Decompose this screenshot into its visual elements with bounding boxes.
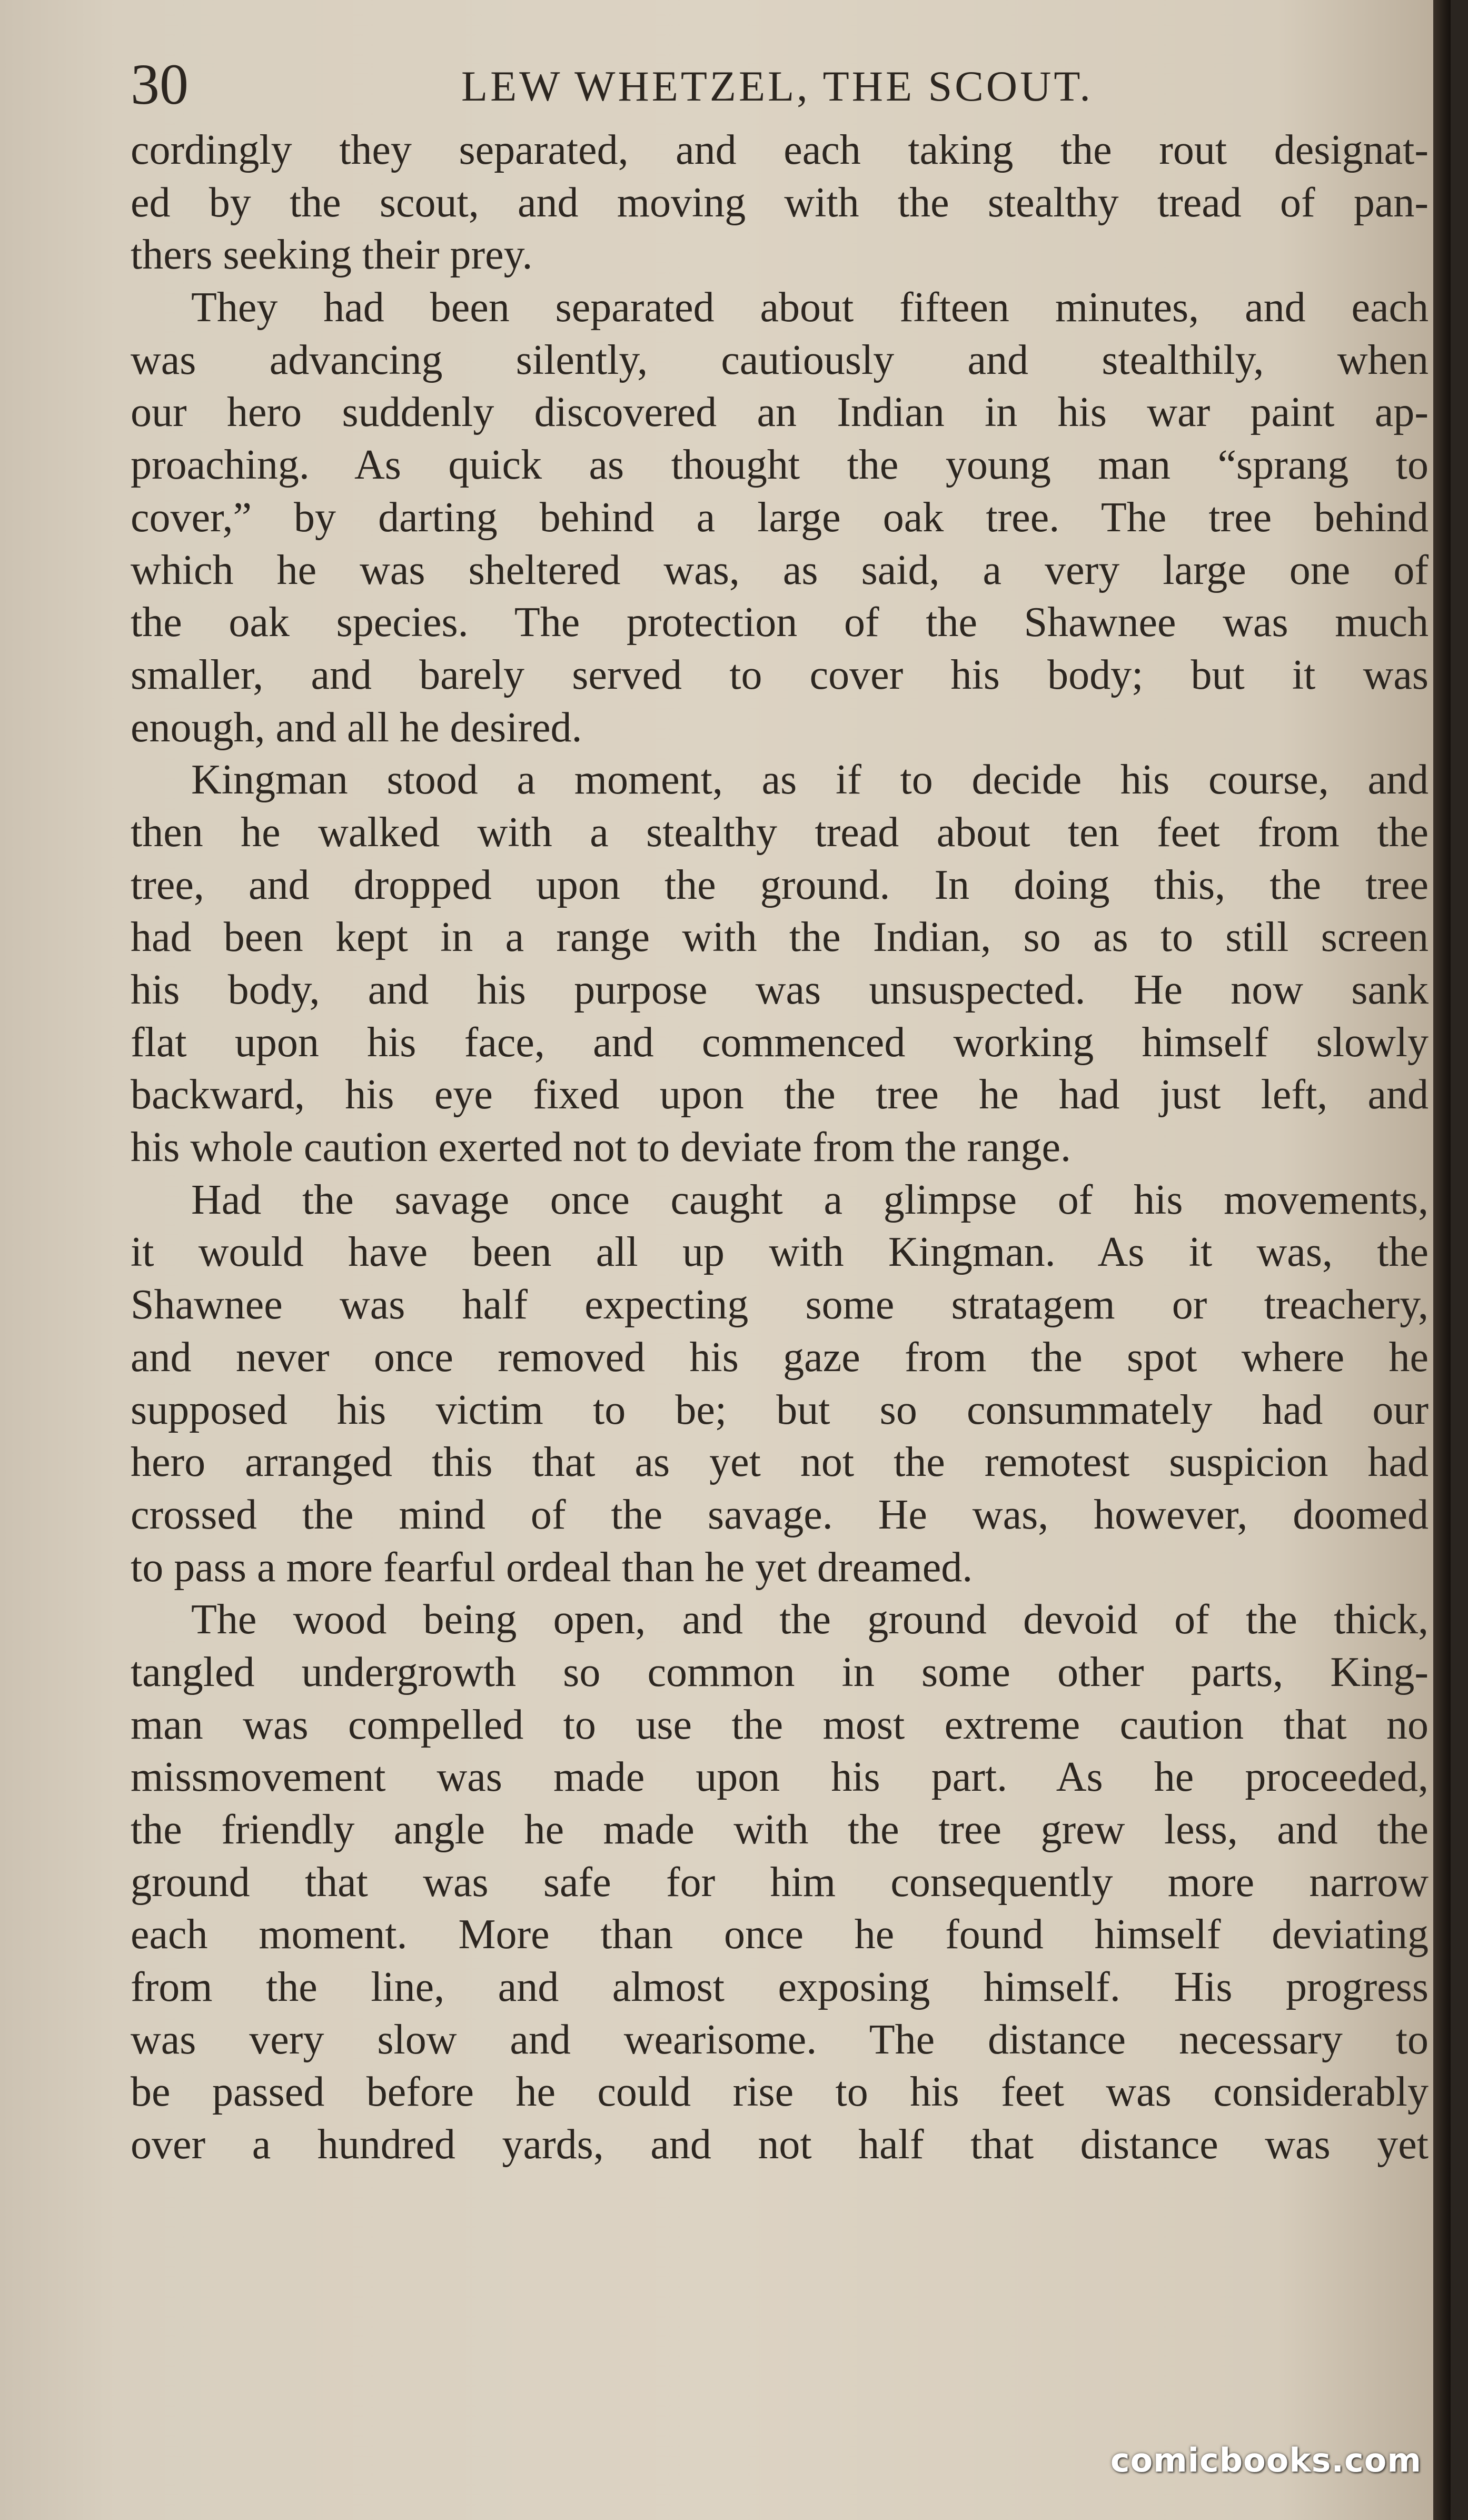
text-line: The wood being open, and the ground devoid of the thick, [191, 1596, 1429, 1643]
text-line: which he was sheltered was, as said, a very large one of [131, 547, 1429, 593]
text-line: Had the savage once caught a glimpse of his movements, [191, 1176, 1429, 1223]
text-line: man was compelled to use the most extreme caution that no [131, 1701, 1429, 1748]
text-line: his whole caution exerted not to deviate from the range. [131, 1124, 1072, 1171]
text-line: proaching. As quick as thought the young man “sprang to [131, 442, 1429, 489]
text-line: was very slow and wearisome. The distance necessary to [131, 2016, 1429, 2063]
text-line: thers seeking their prey. [131, 232, 533, 279]
page-edge-shadow [1433, 0, 1451, 2520]
text-line: our hero suddenly discovered an Indian in his war paint ap- [131, 389, 1429, 436]
watermark: comicbooks.com [1110, 2441, 1422, 2479]
running-head: LEW WHETZEL, THE SCOUT. [461, 62, 1093, 110]
text-line: over a hundred yards, and not half that distance was yet [131, 2121, 1429, 2168]
text-line: tree, and dropped upon the ground. In doing this, the tree [131, 861, 1429, 908]
text-line: supposed his victim to be; but so consummately had our [131, 1386, 1429, 1433]
text-line: ed by the scout, and moving with the stealthy tread of pan- [131, 179, 1429, 226]
text-line: the friendly angle he made with the tree grew less, and the [131, 1807, 1429, 1853]
text-line: the oak species. The protection of the Shawnee was much [131, 599, 1429, 646]
text-line: then he walked with a stealthy tread about ten feet from the [131, 809, 1429, 856]
text-line: missmovement was made upon his part. As he proceeded, [131, 1754, 1429, 1801]
text-line: crossed the mind of the savage. He was, however, doomed [131, 1491, 1429, 1538]
text-line: ground that was safe for him consequently more narrow [131, 1859, 1429, 1906]
text-line: enough, and all he desired. [131, 704, 582, 751]
text-line: had been kept in a range with the Indian, so as to still screen [131, 914, 1429, 961]
text-line: and never once removed his gaze from the spot where he [131, 1334, 1429, 1381]
page-header [131, 52, 1394, 129]
text-line: Shawnee was half expecting some stratagem or treachery, [131, 1282, 1429, 1328]
text-line: They had been separated about fifteen minutes, and each [191, 284, 1429, 331]
body-text [131, 124, 1429, 2171]
text-line: hero arranged this that as yet not the remotest suspicion had [131, 1439, 1429, 1486]
text-line: smaller, and barely served to cover his body; but it was [131, 651, 1429, 698]
page-number: 30 [131, 52, 189, 116]
text-line: cordingly they separated, and each taking the rout designat- [131, 127, 1429, 173]
text-line: cover,” by darting behind a large oak tree. The tree behind [131, 494, 1429, 541]
text-line: was advancing silently, cautiously and stealthily, when [131, 336, 1429, 383]
text-line: his body, and his purpose was unsuspected. He now sank [131, 967, 1429, 1013]
text-line: backward, his eye fixed upon the tree he had just left, and [131, 1072, 1429, 1118]
text-line: be passed before he could rise to his feet was considerably [131, 2069, 1429, 2116]
text-line: flat upon his face, and commenced working himself slowly [131, 1019, 1429, 1066]
text-line: it would have been all up with Kingman. As it was, the [131, 1229, 1429, 1276]
text-line: to pass a more fearful ordeal than he yet dreamed. [131, 1544, 973, 1591]
text-line: Kingman stood a moment, as if to decide his course, and [191, 757, 1429, 803]
text-line: from the line, and almost exposing himself. His progress [131, 1964, 1429, 2011]
text-line: tangled undergrowth so common in some other parts, King- [131, 1649, 1429, 1695]
text-line: each moment. More than once he found himself deviating [131, 1911, 1429, 1958]
